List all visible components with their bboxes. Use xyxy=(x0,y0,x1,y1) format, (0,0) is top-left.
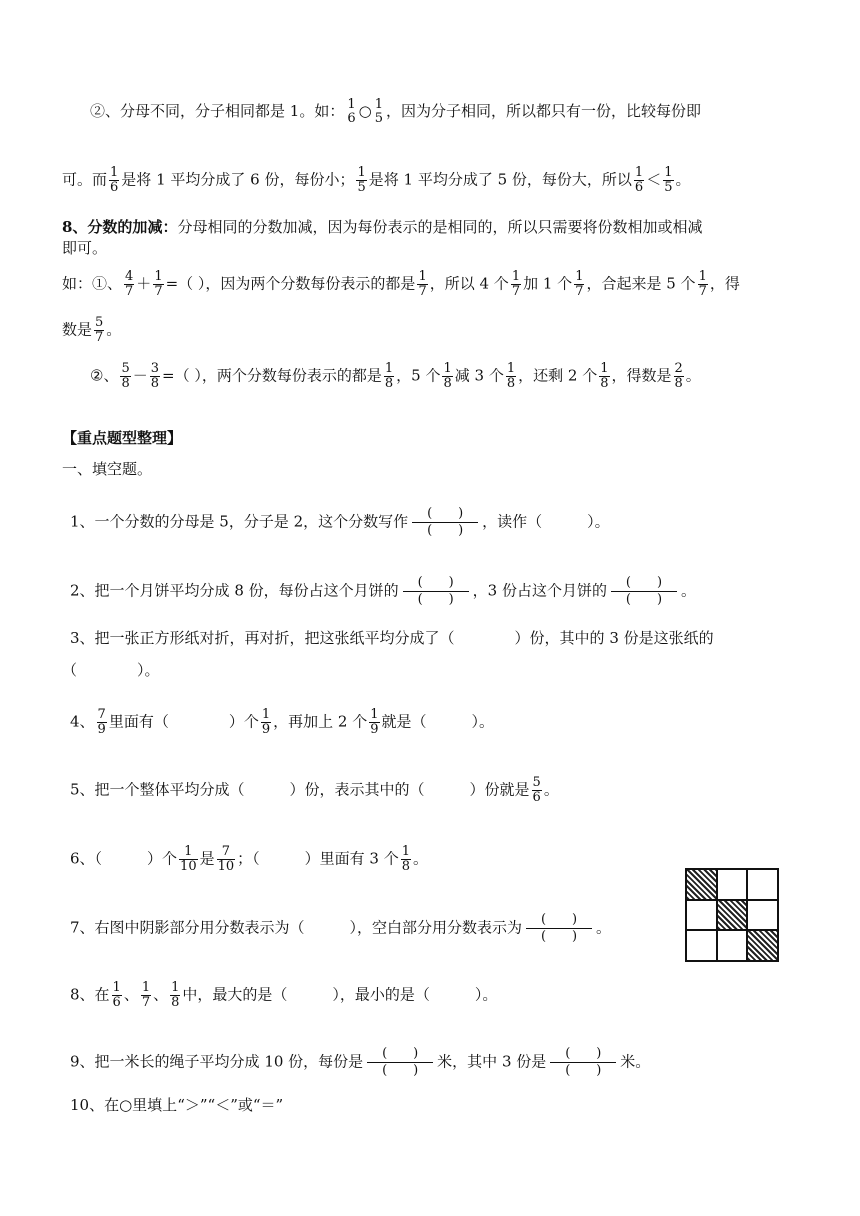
fraction-1-6: $\frac{1}{6}$ xyxy=(112,980,121,1010)
fraction-1-8: $\frac{1}{8}$ xyxy=(171,980,180,1010)
question-3-line-2: （ ）。 xyxy=(62,661,160,679)
fraction-1-9: $\frac{1}{9}$ xyxy=(261,707,271,737)
grid-cell-shaded xyxy=(747,930,778,961)
question-text: 4、 xyxy=(70,712,95,731)
question-text: 10、在○里填上 xyxy=(70,1096,178,1114)
text-segment: ②、分母不同，分子相同都是 1。如： xyxy=(90,102,345,120)
question-text: 6、（ ）个 xyxy=(70,849,178,868)
fraction-2-8: $\frac{2}{8}$ xyxy=(674,361,683,391)
text-segment: 。 xyxy=(106,320,122,339)
fraction-blank[interactable]: ( ) ( ) xyxy=(611,575,677,608)
fraction-5-6: $\frac{5}{6}$ xyxy=(532,775,541,805)
section-heading: 8、分数的加减： xyxy=(62,218,178,236)
compare-circle: ○ xyxy=(358,102,372,120)
separator: 、 xyxy=(153,985,169,1004)
plus-sign: ＋ xyxy=(136,274,152,293)
fraction-1-7: $\frac{1}{7}$ xyxy=(141,980,151,1010)
text-segment: 是将 1 平均分成了 5 份，每份大，所以 xyxy=(368,170,632,189)
section-8-line-2 xyxy=(62,238,107,258)
question-text: ，读作（ ）。 xyxy=(482,512,610,531)
grid-cell xyxy=(686,900,717,931)
fraction-1-6: $\frac{1}{6}$ xyxy=(110,165,119,195)
text-segment: 。 xyxy=(675,170,691,189)
less-than-sign: ＜ xyxy=(646,170,662,189)
text-segment: ②、 xyxy=(90,366,119,385)
question-2 xyxy=(70,575,696,608)
fraction-blank[interactable]: ( ) ( ) xyxy=(412,506,478,539)
text-segment: 如：①、 xyxy=(62,274,123,293)
grid-cell xyxy=(686,930,717,961)
fraction-3-8: $\frac{3}{8}$ xyxy=(150,361,160,391)
fraction-1-8: $\frac{1}{8}$ xyxy=(384,361,394,391)
grid-cell-shaded xyxy=(717,900,748,931)
text-line-2 xyxy=(62,166,691,195)
fraction-1-6: 1 6 xyxy=(347,97,356,126)
question-6 xyxy=(70,845,428,874)
question-text: 就是（ ）。 xyxy=(381,712,495,731)
fraction-1-10: $\frac{1}{10}$ xyxy=(180,844,197,874)
question-text: “＞”“＜”或“＝” xyxy=(177,1096,284,1114)
question-text: 9、把一米长的绳子平均分成 10 份，每份是 xyxy=(70,1052,364,1071)
grid-cell xyxy=(747,869,778,900)
question-1 xyxy=(70,506,610,539)
fraction-7-9: $\frac{7}{9}$ xyxy=(97,707,106,737)
fraction-1-6: $\frac{1}{6}$ xyxy=(634,165,644,195)
fraction-1-5: $\frac{1}{5}$ xyxy=(664,165,673,195)
text-segment: 加 1 个 xyxy=(523,274,573,293)
section-title: 【重点题型整理】 xyxy=(62,429,183,447)
fraction-1-7: $\frac{1}{7}$ xyxy=(511,269,521,299)
question-text: 。 xyxy=(596,918,612,937)
fraction-blank[interactable]: ( ) ( ) xyxy=(550,1046,616,1079)
fraction-1-7: $\frac{1}{7}$ xyxy=(698,269,707,299)
text-segment: ，5 个 xyxy=(396,366,441,385)
question-text: 是 xyxy=(199,849,215,868)
fraction-blank[interactable]: ( ) ( ) xyxy=(526,912,592,945)
section-8-line-1 xyxy=(62,217,702,237)
text-segment: ，所以 4 个 xyxy=(429,274,509,293)
fraction-1-8: $\frac{1}{8}$ xyxy=(443,361,452,391)
question-8 xyxy=(70,981,497,1010)
grid-cell xyxy=(717,869,748,900)
fraction-1-5: 1 5 xyxy=(374,97,383,126)
example-2-line xyxy=(90,362,701,391)
part-title: 一、填空题。 xyxy=(62,460,153,478)
fraction-4-7: $\frac{4}{7}$ xyxy=(125,269,134,299)
text-segment: 减 3 个 xyxy=(454,366,504,385)
text-segment: 分母相同的分数加减，因为每份表示的是相同的，所以只需要将份数相加或相减 xyxy=(177,218,703,236)
question-text: 2、把一个月饼平均分成 8 份，每份占这个月饼的 xyxy=(70,581,399,600)
fraction-blank[interactable]: ( ) ( ) xyxy=(403,575,469,608)
question-text: 里面有（ ）个 xyxy=(108,712,259,731)
text-segment: 是将 1 平均分成了 6 份，每份小； xyxy=(121,170,355,189)
question-text: 米，其中 3 份是 xyxy=(437,1052,547,1071)
fraction-1-8: $\frac{1}{8}$ xyxy=(506,361,516,391)
text-segment: 即可。 xyxy=(62,239,108,257)
question-7 xyxy=(70,912,611,945)
question-text: 米。 xyxy=(620,1052,651,1071)
fraction-1-7: $\frac{1}{7}$ xyxy=(575,269,584,299)
text-segment: =（ ），因为两个分数每份表示的都是 xyxy=(165,274,416,293)
question-3: 3、把一张正方形纸对折，再对折，把这张纸平均分成了（ ）份，其中的 3 份是这张纸的 xyxy=(70,629,714,647)
text-segment: ，因为分子相同，所以都只有一份，比较每份即 xyxy=(385,102,701,120)
question-5 xyxy=(70,776,559,805)
shaded-grid-figure xyxy=(685,868,779,962)
question-text: 5、把一个整体平均分成（ ）份，表示其中的（ ）份就是 xyxy=(70,780,530,799)
text-segment: 。 xyxy=(685,366,701,385)
question-text: 。 xyxy=(413,849,429,868)
example-1-line xyxy=(62,270,740,299)
question-4 xyxy=(70,708,494,737)
fraction-1-5: $\frac{1}{5}$ xyxy=(357,165,366,195)
grid-cell xyxy=(747,900,778,931)
text-segment: 可。而 xyxy=(62,170,108,189)
text-segment: 数是 xyxy=(62,320,93,339)
text-segment: =（ ），两个分数每份表示的都是 xyxy=(162,366,382,385)
question-text: 7、右图中阴影部分用分数表示为（ ），空白部分用分数表示为 xyxy=(70,918,523,937)
fraction-1-7: $\frac{1}{7}$ xyxy=(154,269,163,299)
fraction-1-9: $\frac{1}{9}$ xyxy=(370,707,379,737)
minus-sign: － xyxy=(132,366,148,385)
question-text: 1、一个分数的分母是 5，分子是 2，这个分数写作 xyxy=(70,512,409,531)
grid-cell-shaded xyxy=(686,869,717,900)
text-line-1 xyxy=(90,98,701,126)
fraction-5-8: $\frac{5}{8}$ xyxy=(121,361,130,391)
fraction-5-7: $\frac{5}{7}$ xyxy=(95,315,104,345)
question-text: 。 xyxy=(543,780,559,799)
question-text: ，3 份占这个月饼的 xyxy=(472,581,607,600)
question-text: 8、在 xyxy=(70,985,110,1004)
text-segment: ，还剩 2 个 xyxy=(518,366,598,385)
question-text: ，再加上 2 个 xyxy=(273,712,368,731)
question-text: 中，最大的是（ ），最小的是（ ）。 xyxy=(182,985,498,1004)
fraction-7-10: $\frac{7}{10}$ xyxy=(217,844,235,874)
example-1-line-2 xyxy=(62,316,121,345)
grid-cell xyxy=(717,930,748,961)
fraction-1-8: $\frac{1}{8}$ xyxy=(401,844,411,874)
question-text: ；（ ）里面有 3 个 xyxy=(237,849,399,868)
fraction-1-7: $\frac{1}{7}$ xyxy=(418,269,427,299)
question-10 xyxy=(70,1095,283,1115)
text-segment: ，得 xyxy=(709,274,740,293)
fraction-blank[interactable]: ( ) ( ) xyxy=(367,1046,433,1079)
text-segment: ，得数是 xyxy=(611,366,672,385)
separator: 、 xyxy=(123,985,139,1004)
question-text: 。 xyxy=(680,581,696,600)
question-9 xyxy=(70,1046,650,1079)
text-segment: ，合起来是 5 个 xyxy=(586,274,696,293)
fraction-1-8: $\frac{1}{8}$ xyxy=(600,361,609,391)
